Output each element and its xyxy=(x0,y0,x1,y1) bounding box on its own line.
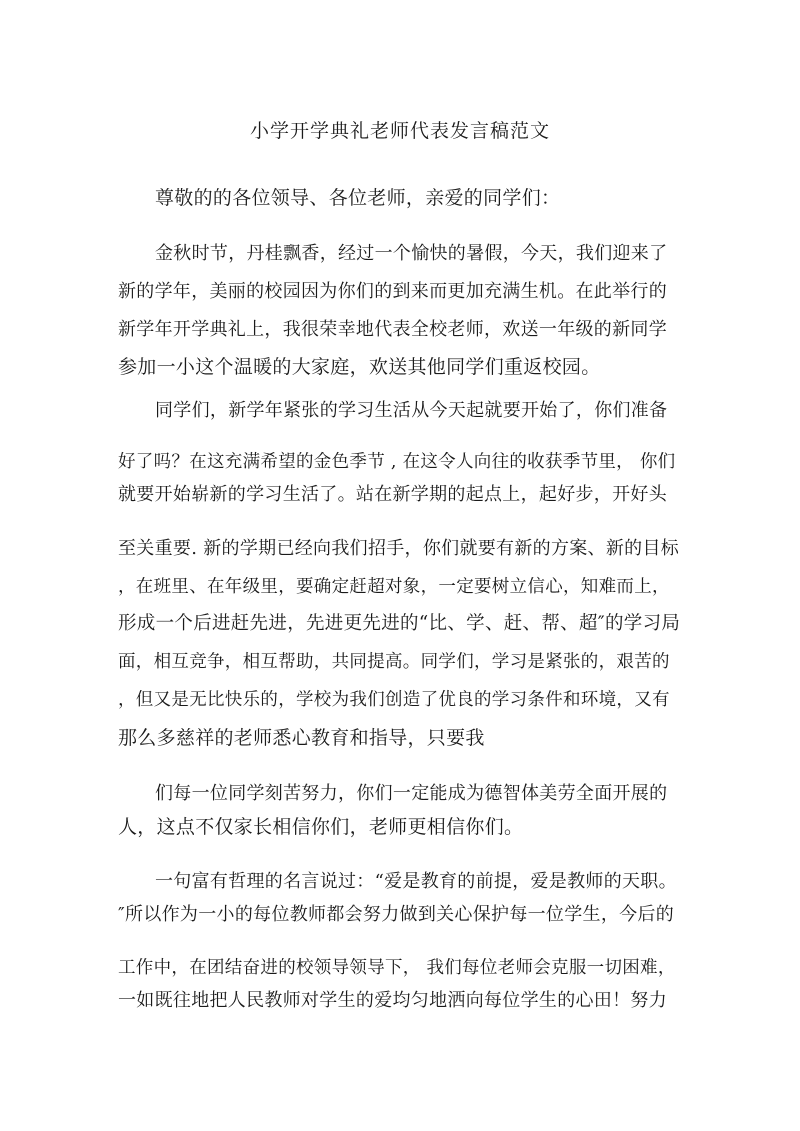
text-line: 同学们，新学年紧张的学习生活从今天起就要开始了，你们准备 xyxy=(155,400,668,421)
text-line: ，在班里、在年级里，要确定赶超对象，一定要树立信心，知难而上， xyxy=(118,577,670,597)
text-line: 新学年开学典礼上，我很荣幸地代表全校老师，欢送一年级的新同学 xyxy=(118,319,667,340)
text-line: 一如既往地把人民教师对学生的爱均匀地洒向每位学生的心田！努力 xyxy=(118,990,667,1011)
text-line: 金秋时节，丹桂飘香，经过一个愉快的暑假，今天，我们迎来了 xyxy=(155,243,668,264)
text-line: 尊敬的的各位领导、各位老师，亲爱的同学们： xyxy=(155,187,561,209)
document-title: 小学开学典礼老师代表发言稿范文 xyxy=(249,120,550,142)
text-line: 们每一位同学刻苦努力，你们一定能成为德智体美劳全面开展的 xyxy=(155,783,668,804)
text-line: 人，这点不仅家长相信你们，老师更相信你们。 xyxy=(118,816,524,838)
text-line: ″所以作为一小的每位教师都会努力做到关心保护每一位学生，今后的 xyxy=(118,904,675,925)
text-line: 工作中，在团结奋进的校领导领导下， 我们每位老师会克服一切困难， xyxy=(118,958,676,978)
text-line: 形成一个后进赶先进，先进更先进的“比、学、赶、帮、超″的学习局 xyxy=(118,613,681,634)
text-line: 那么多慈祥的老师悉心教育和指导，只要我 xyxy=(118,727,485,749)
text-line: 至关重要. 新的学期已经向我们招手，你们就要有新的方案、新的目标 xyxy=(118,538,680,559)
text-line: 新的学年，美丽的校园因为你们的到来而更加充满生机。在此举行的 xyxy=(118,281,667,302)
text-line: 面，相互竞争，相互帮助，共同提高。同学们，学习是紧张的，艰苦的 xyxy=(118,652,670,672)
text-line: 好了吗？在这充满希望的金色季节 , 在这令人向往的收获季节里， 你们 xyxy=(118,452,676,472)
text-line: 一句富有哲理的名言说过：“爱是教育的前提，爱是教师的天职。 xyxy=(155,871,677,892)
text-line: 参加一小这个温暖的大家庭，欢送其他同学们重返校园。 xyxy=(118,356,601,378)
text-line: 就要开始崭新的学习生活了。站在新学期的起点上，起好步，开好头 xyxy=(118,484,667,505)
text-line: ，但又是无比快乐的，学校为我们创造了优良的学习条件和环境，又有 xyxy=(118,690,670,710)
